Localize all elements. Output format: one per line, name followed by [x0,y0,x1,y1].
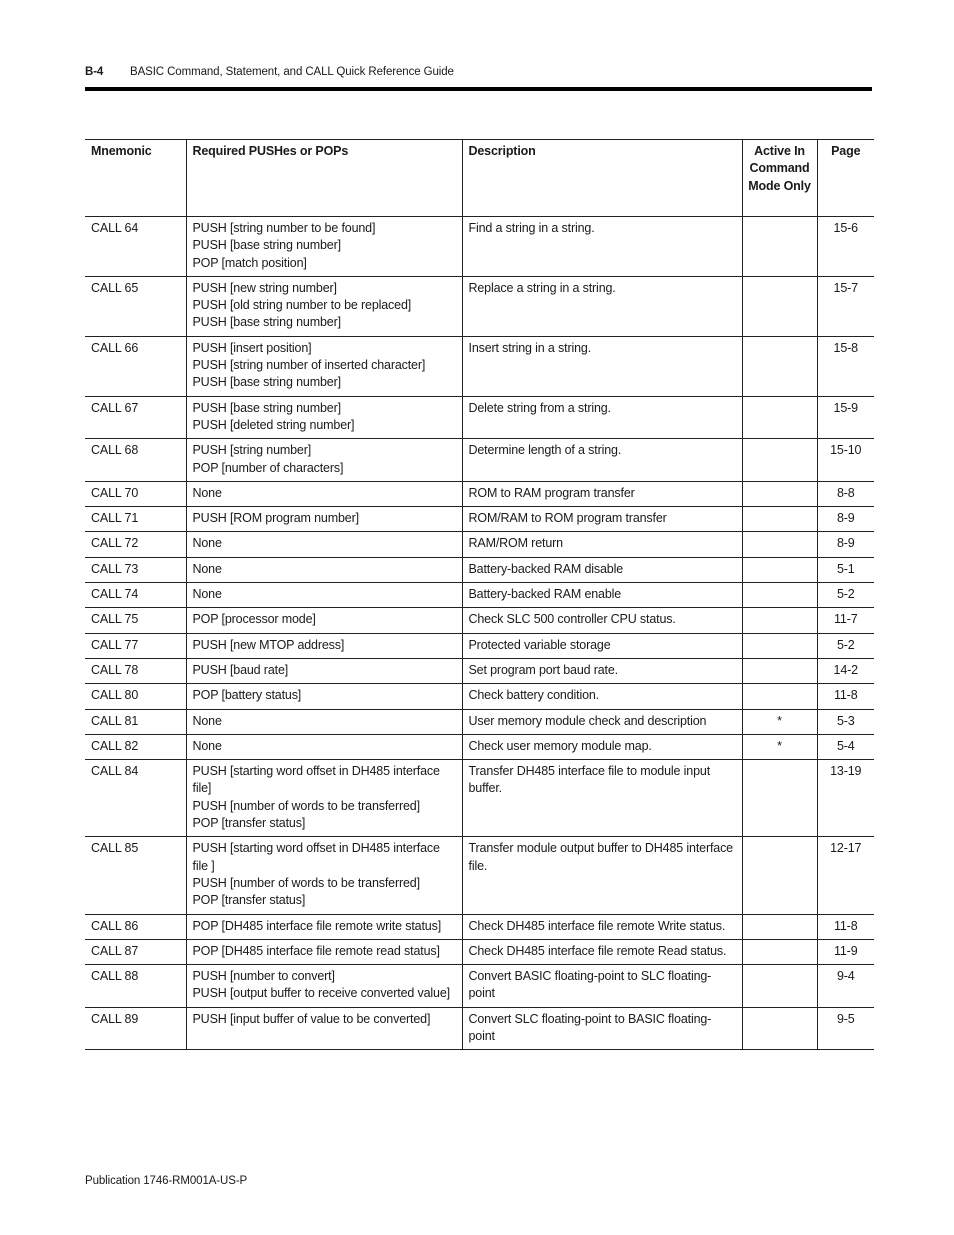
active-cell [742,1007,817,1050]
header-rule [85,87,872,91]
push-pop-line: POP [DH485 interface file remote write status] [192,918,442,933]
table-row [85,1007,874,1050]
active-cell [742,583,817,608]
pushes-cell [186,276,462,336]
mnemonic-cell: CALL 88 [85,965,186,1008]
description-cell: User memory module check and description [462,709,742,734]
active-cell [742,965,817,1008]
push-pop-line: PUSH [number of words to be transferred] [192,798,420,813]
table-row [85,684,874,709]
pushes-cell [186,709,462,734]
page-cell: 15-6 [817,217,874,277]
table-row [85,633,874,658]
active-cell: * [742,709,817,734]
description-cell: Set program port baud rate. [462,658,742,683]
push-pop-line: PUSH [base string number] [192,315,341,330]
description-cell: Check battery condition. [462,684,742,709]
page-cell: 8-8 [817,481,874,506]
page-cell: 11-9 [817,939,874,964]
column-header-description: Description [462,140,742,217]
mnemonic-cell: CALL 77 [85,633,186,658]
page-cell: 11-8 [817,684,874,709]
table-row [85,507,874,532]
push-pop-line: None [192,713,222,728]
description-cell: Transfer DH485 interface file to module input buffer. [462,760,742,837]
push-pop-line: PUSH [deleted string number] [192,417,355,432]
push-pop-line: PUSH [base string number] [192,375,341,390]
push-pop-line: PUSH [input buffer of value to be converted] [192,1011,431,1026]
table-row [85,837,874,914]
page-cell: 5-4 [817,734,874,759]
mnemonic-cell: CALL 81 [85,709,186,734]
push-pop-line: PUSH [output buffer to receive converted value] [192,986,450,1001]
push-pop-line: None [192,738,222,753]
pushes-cell [186,217,462,277]
description-cell: Insert string in a string. [462,336,742,396]
mnemonic-cell: CALL 84 [85,760,186,837]
page-cell: 5-3 [817,709,874,734]
description-cell: Check DH485 interface file remote Read status. [462,939,742,964]
table-row [85,734,874,759]
pushes-cell [186,608,462,633]
table-body [85,217,874,1050]
mnemonic-cell: CALL 67 [85,396,186,439]
pushes-cell [186,557,462,582]
mnemonic-cell: CALL 87 [85,939,186,964]
page-cell: 8-9 [817,532,874,557]
active-cell [742,633,817,658]
description-cell: Transfer module output buffer to DH485 interface file. [462,837,742,914]
description-cell: Convert SLC floating-point to BASIC floating-point [462,1007,742,1050]
active-cell [742,658,817,683]
description-cell: RAM/ROM return [462,532,742,557]
page-cell: 14-2 [817,658,874,683]
mnemonic-cell: CALL 75 [85,608,186,633]
push-pop-line: POP [transfer status] [192,816,306,831]
table-row [85,396,874,439]
page-cell: 11-7 [817,608,874,633]
push-pop-line: None [192,587,222,602]
push-pop-line: PUSH [number of words to be transferred] [192,875,420,890]
description-cell: Battery-backed RAM enable [462,583,742,608]
mnemonic-cell: CALL 86 [85,914,186,939]
page-cell: 11-8 [817,914,874,939]
mnemonic-cell: CALL 85 [85,837,186,914]
description-cell: Battery-backed RAM disable [462,557,742,582]
mnemonic-cell: CALL 89 [85,1007,186,1050]
mnemonic-cell: CALL 82 [85,734,186,759]
table-row [85,532,874,557]
description-cell: ROM/RAM to ROM program transfer [462,507,742,532]
push-pop-line: PUSH [string number] [192,443,312,458]
column-header-page: Page [817,140,874,217]
active-cell [742,217,817,277]
push-pop-line: PUSH [starting word offset in DH485 interface file] [192,764,440,796]
table-row [85,965,874,1008]
pushes-cell [186,336,462,396]
mnemonic-cell: CALL 65 [85,276,186,336]
active-cell [742,557,817,582]
active-cell [742,439,817,482]
page-cell: 5-2 [817,583,874,608]
push-pop-line: PUSH [old string number to be replaced] [192,298,412,313]
table-row [85,914,874,939]
active-cell [742,939,817,964]
mnemonic-cell: CALL 66 [85,336,186,396]
pushes-cell [186,532,462,557]
pushes-cell [186,658,462,683]
description-cell: Delete string from a string. [462,396,742,439]
mnemonic-cell: CALL 64 [85,217,186,277]
active-cell [742,608,817,633]
active-cell [742,532,817,557]
mnemonic-cell: CALL 73 [85,557,186,582]
table-row [85,658,874,683]
mnemonic-cell: CALL 70 [85,481,186,506]
push-pop-line: POP [match position] [192,255,307,270]
push-pop-line: PUSH [string number of inserted character] [192,358,426,373]
description-cell: Check DH485 interface file remote Write status. [462,914,742,939]
page-cell: 15-7 [817,276,874,336]
description-cell: Protected variable storage [462,633,742,658]
active-cell [742,760,817,837]
push-pop-line: PUSH [starting word offset in DH485 interface file ] [192,841,440,873]
push-pop-line: POP [transfer status] [192,893,306,908]
description-cell: Check user memory module map. [462,734,742,759]
mnemonic-cell: CALL 68 [85,439,186,482]
pushes-cell [186,1007,462,1050]
push-pop-line: PUSH [number to convert] [192,969,335,984]
pushes-cell [186,684,462,709]
table-row [85,709,874,734]
mnemonic-cell: CALL 78 [85,658,186,683]
page-cell: 13-19 [817,760,874,837]
active-cell: * [742,734,817,759]
push-pop-line: None [192,561,222,576]
table-row [85,276,874,336]
description-cell: Check SLC 500 controller CPU status. [462,608,742,633]
description-cell: Convert BASIC floating-point to SLC floating-point [462,965,742,1008]
active-cell [742,914,817,939]
push-pop-line: PUSH [new string number] [192,280,337,295]
page-cell: 15-8 [817,336,874,396]
push-pop-line: PUSH [ROM program number] [192,511,359,526]
pushes-cell [186,439,462,482]
mnemonic-cell: CALL 74 [85,583,186,608]
table-row [85,557,874,582]
description-cell: Replace a string in a string. [462,276,742,336]
page-header [85,66,871,82]
running-title: BASIC Command, Statement, and CALL Quick Reference Guide [130,66,454,78]
pushes-cell [186,507,462,532]
push-pop-line: POP [processor mode] [192,612,316,627]
pushes-cell [186,965,462,1008]
page-cell: 5-1 [817,557,874,582]
call-reference-table [85,139,874,1050]
pushes-cell [186,939,462,964]
page-cell: 9-4 [817,965,874,1008]
page-number: B-4 [85,66,104,78]
push-pop-line: PUSH [string number to be found] [192,221,376,235]
page-cell: 12-17 [817,837,874,914]
page-cell: 8-9 [817,507,874,532]
page-cell: 15-10 [817,439,874,482]
mnemonic-cell: CALL 71 [85,507,186,532]
active-cell [742,837,817,914]
pushes-cell [186,914,462,939]
pushes-cell [186,583,462,608]
push-pop-line: PUSH [insert position] [192,340,312,355]
pushes-cell [186,633,462,658]
push-pop-line: POP [DH485 interface file remote read status] [192,943,440,958]
pushes-cell [186,396,462,439]
active-cell [742,276,817,336]
pushes-cell [186,837,462,914]
pushes-cell [186,481,462,506]
description-cell: ROM to RAM program transfer [462,481,742,506]
table-row [85,939,874,964]
description-cell: Determine length of a string. [462,439,742,482]
push-pop-line: POP [battery status] [192,688,302,703]
pushes-cell [186,760,462,837]
table-row [85,336,874,396]
page-cell: 9-5 [817,1007,874,1050]
page-cell: 15-9 [817,396,874,439]
table-row [85,583,874,608]
table-row [85,439,874,482]
table-row [85,481,874,506]
table-row [85,760,874,837]
table-row [85,217,874,277]
active-cell [742,336,817,396]
push-pop-line: PUSH [new MTOP address] [192,637,345,652]
active-cell [742,507,817,532]
mnemonic-cell: CALL 80 [85,684,186,709]
pushes-cell [186,734,462,759]
push-pop-line: PUSH [base string number] [192,400,341,415]
active-cell [742,481,817,506]
column-header-pushes: Required PUSHes or POPs [186,140,462,217]
description-cell: Find a string in a string. [462,217,742,277]
push-pop-line: None [192,485,222,500]
mnemonic-cell: CALL 72 [85,532,186,557]
column-header-mnemonic: Mnemonic [85,140,186,217]
push-pop-line: PUSH [baud rate] [192,662,289,677]
active-cell [742,684,817,709]
page-cell: 5-2 [817,633,874,658]
publication-footer: Publication 1746-RM001A-US-P [85,1175,248,1187]
push-pop-line: PUSH [base string number] [192,238,341,253]
push-pop-line: None [192,536,222,551]
table-row [85,608,874,633]
table-header-row [85,140,874,217]
column-header-active: Active In Command Mode Only [742,140,817,217]
push-pop-line: POP [number of characters] [192,460,344,475]
active-cell [742,396,817,439]
